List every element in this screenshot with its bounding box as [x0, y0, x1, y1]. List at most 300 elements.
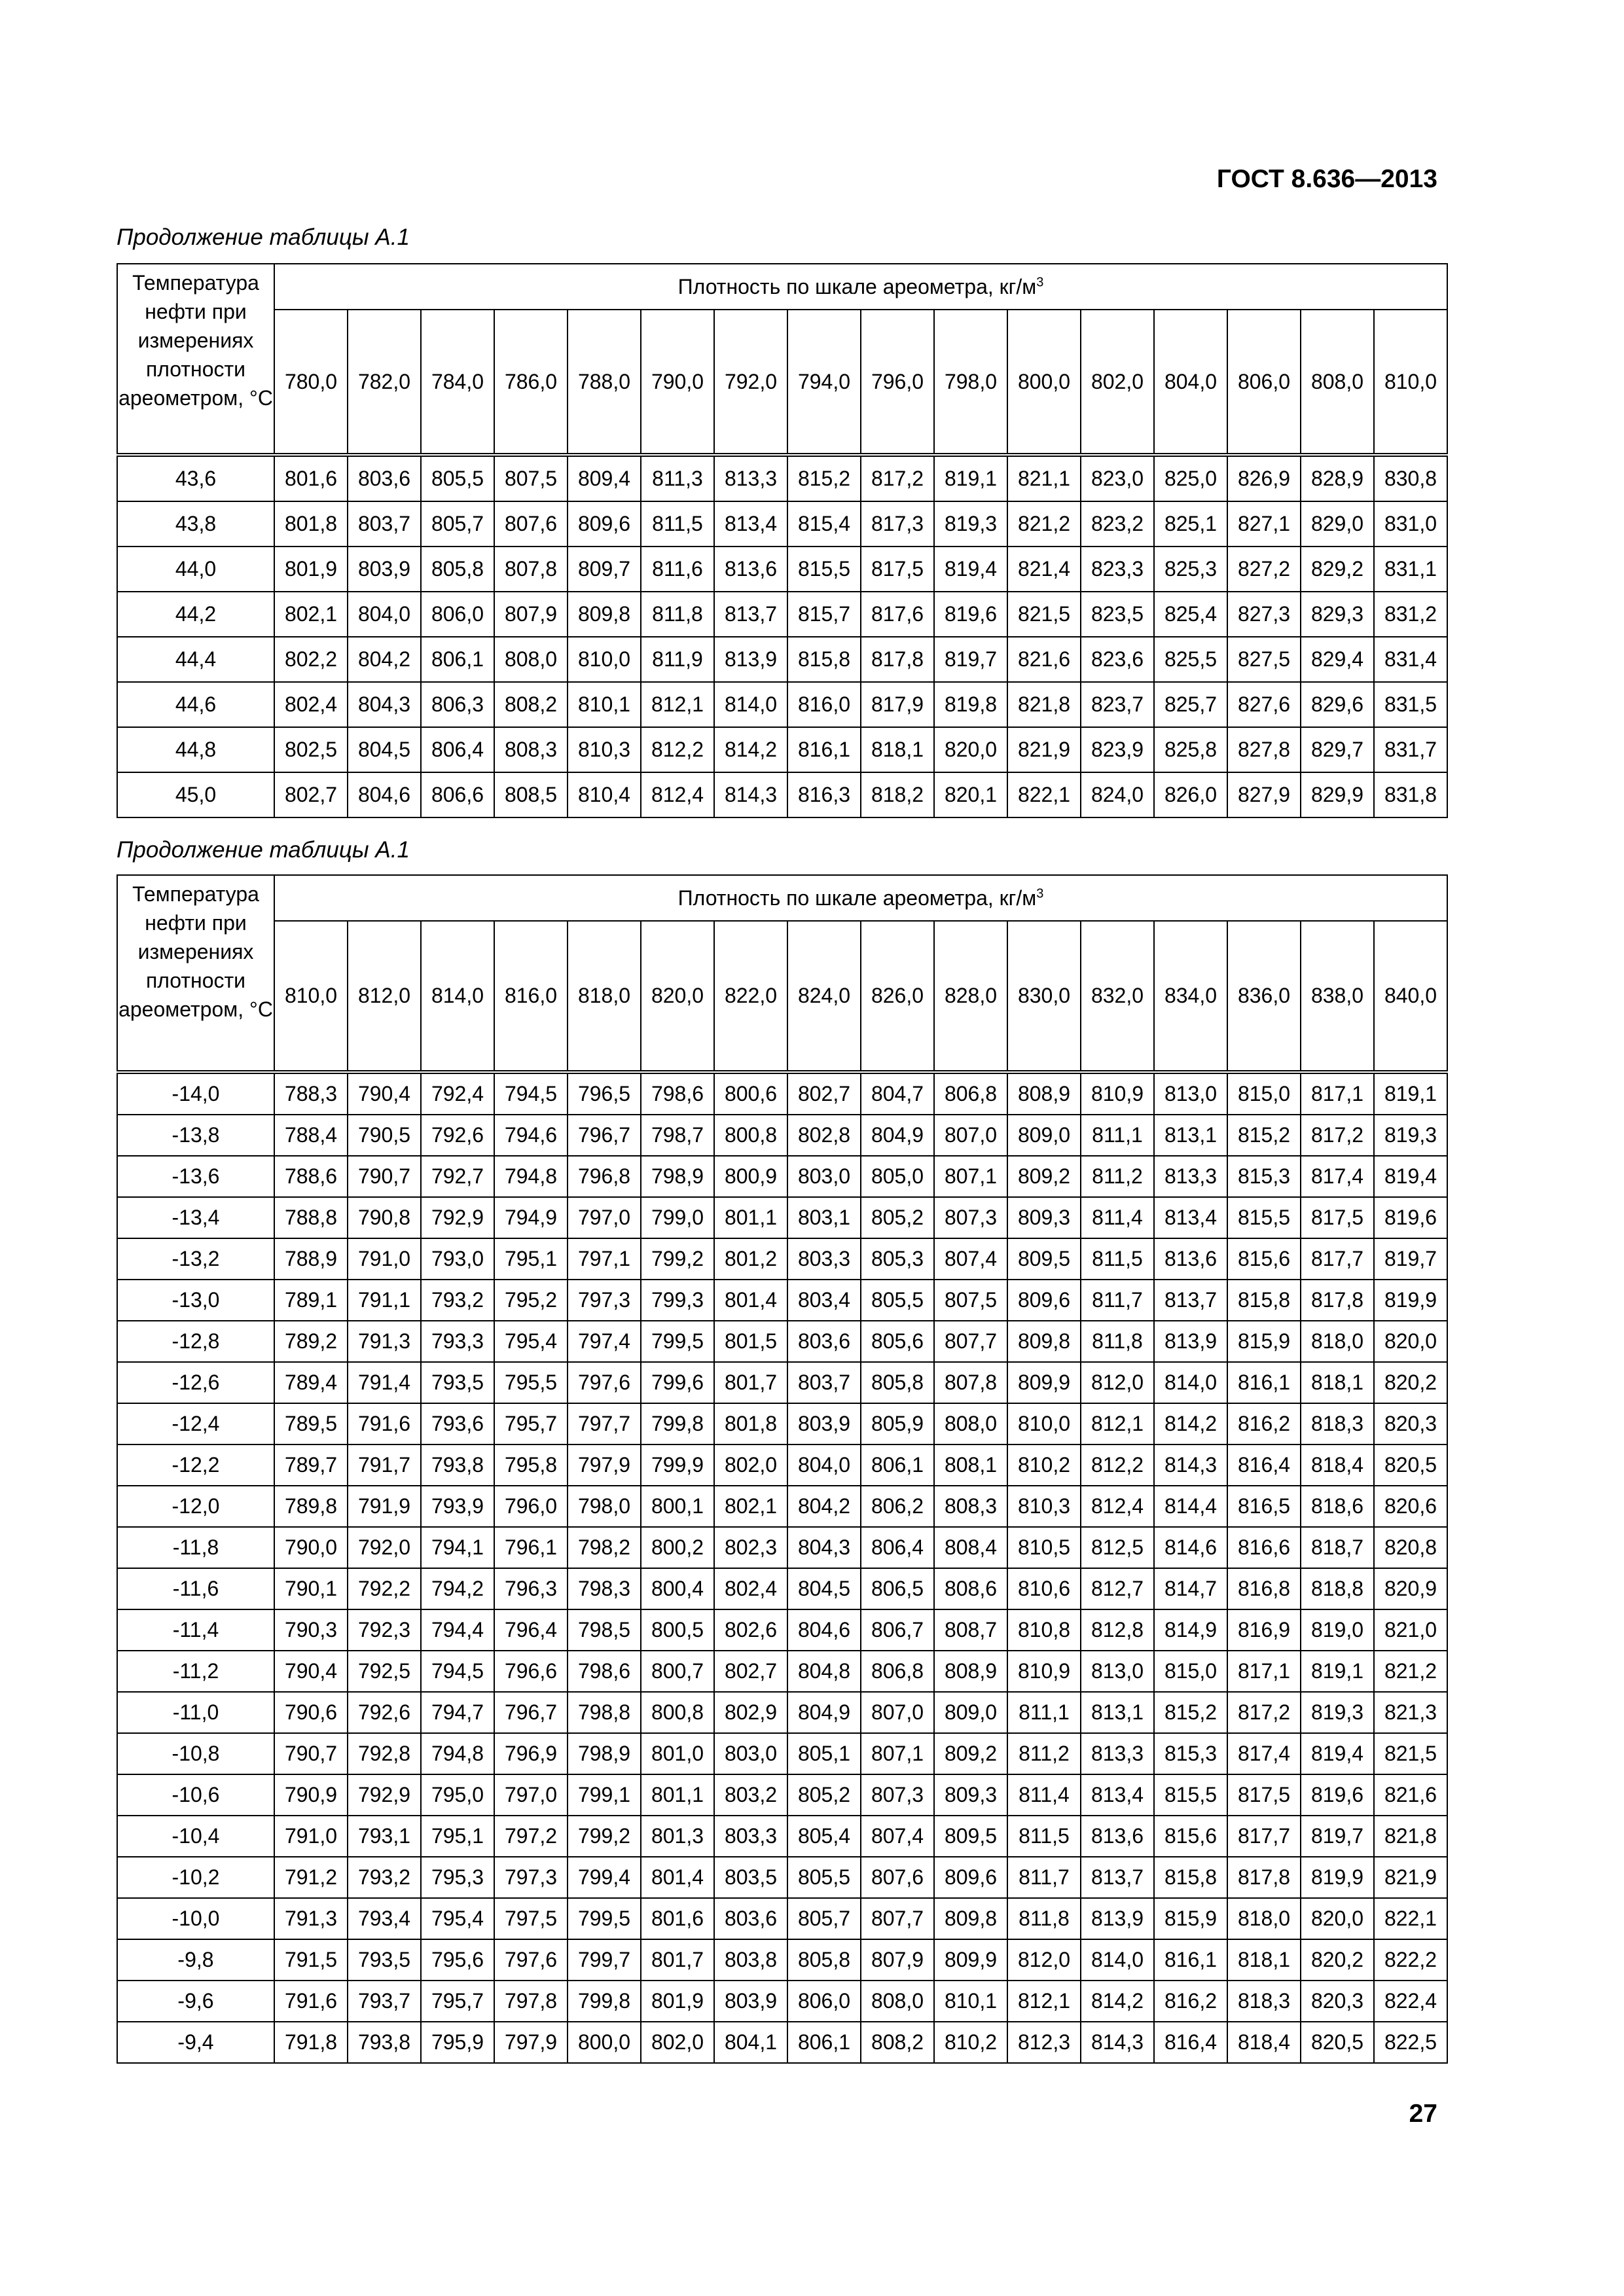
density-cell: 795,6 — [421, 1939, 494, 1981]
density-cell: 788,4 — [274, 1115, 348, 1156]
table-row — [117, 1857, 1447, 1898]
density-cell: 814,0 — [1154, 1362, 1227, 1403]
density-cell: 792,0 — [348, 1527, 421, 1568]
density-cell: 802,9 — [714, 1692, 787, 1733]
density-cell: 797,6 — [494, 1939, 568, 1981]
density-cell: 804,5 — [348, 727, 421, 772]
density-cell: 791,6 — [348, 1403, 421, 1444]
density-cell: 801,6 — [274, 455, 348, 501]
density-cell: 805,7 — [421, 501, 494, 547]
density-cell: 820,0 — [1374, 1321, 1447, 1362]
density-cell: 792,2 — [348, 1568, 421, 1609]
temperature-cell: -9,6 — [117, 1981, 274, 2022]
density-cell: 820,0 — [1301, 1898, 1374, 1939]
density-cell: 821,8 — [1007, 682, 1081, 727]
density-cell: 807,6 — [861, 1857, 934, 1898]
density-cell: 829,2 — [1301, 547, 1374, 592]
density-cell: 800,1 — [641, 1486, 714, 1527]
density-cell: 812,0 — [1007, 1939, 1081, 1981]
density-cell: 788,8 — [274, 1197, 348, 1238]
density-cell: 807,7 — [861, 1898, 934, 1939]
density-cell: 794,7 — [421, 1692, 494, 1733]
density-cell: 804,3 — [787, 1527, 861, 1568]
table-row — [117, 592, 1447, 637]
density-cell: 807,9 — [494, 592, 568, 637]
density-cell: 802,7 — [274, 772, 348, 817]
density-cell: 819,6 — [1374, 1197, 1447, 1238]
density-cell: 813,3 — [1154, 1156, 1227, 1197]
density-cell: 807,4 — [861, 1816, 934, 1857]
density-cell: 812,8 — [1081, 1609, 1154, 1651]
density-cell: 790,9 — [274, 1774, 348, 1816]
density-cell: 793,0 — [421, 1238, 494, 1280]
density-cell: 804,2 — [348, 637, 421, 682]
density-cell: 816,6 — [1227, 1527, 1301, 1568]
density-column-header: 786,0 — [494, 310, 568, 455]
density-cell: 818,8 — [1301, 1568, 1374, 1609]
density-cell: 807,3 — [861, 1774, 934, 1816]
density-cell: 811,4 — [1081, 1197, 1154, 1238]
density-cell: 791,6 — [274, 1981, 348, 2022]
density-cell: 819,3 — [934, 501, 1007, 547]
density-cell: 792,7 — [421, 1156, 494, 1197]
density-cell: 826,9 — [1227, 455, 1301, 501]
density-cell: 815,7 — [787, 592, 861, 637]
density-cell: 806,8 — [861, 1651, 934, 1692]
density-cell: 802,7 — [714, 1651, 787, 1692]
density-cell: 818,2 — [861, 772, 934, 817]
density-cell: 810,9 — [1081, 1072, 1154, 1115]
density-cell: 794,5 — [421, 1651, 494, 1692]
density-cell: 815,8 — [787, 637, 861, 682]
density-cell: 795,2 — [494, 1280, 568, 1321]
density-cell: 798,8 — [568, 1692, 641, 1733]
density-cell: 788,3 — [274, 1072, 348, 1115]
density-cell: 795,1 — [494, 1238, 568, 1280]
density-cell: 822,1 — [1007, 772, 1081, 817]
density-cell: 822,5 — [1374, 2022, 1447, 2063]
temperature-cell: -13,4 — [117, 1197, 274, 1238]
density-cell: 815,4 — [787, 501, 861, 547]
table-row — [117, 1527, 1447, 1568]
temperature-cell: -13,6 — [117, 1156, 274, 1197]
density-column-header: 826,0 — [861, 921, 934, 1072]
temperature-cell: -10,4 — [117, 1816, 274, 1857]
density-column-header: 838,0 — [1301, 921, 1374, 1072]
density-cell: 788,6 — [274, 1156, 348, 1197]
density-cell: 793,1 — [348, 1816, 421, 1857]
density-cell: 793,6 — [421, 1403, 494, 1444]
density-cell: 796,0 — [494, 1486, 568, 1527]
density-cell: 809,3 — [934, 1774, 1007, 1816]
density-cell: 807,5 — [934, 1280, 1007, 1321]
density-cell: 802,3 — [714, 1527, 787, 1568]
density-cell: 807,5 — [494, 455, 568, 501]
temperature-cell: 43,6 — [117, 455, 274, 501]
density-cell: 807,6 — [494, 501, 568, 547]
density-cell: 807,0 — [861, 1692, 934, 1733]
density-cell: 795,0 — [421, 1774, 494, 1816]
density-cell: 791,9 — [348, 1486, 421, 1527]
density-cell: 821,9 — [1374, 1857, 1447, 1898]
density-cell: 808,0 — [934, 1403, 1007, 1444]
density-cell: 811,5 — [1081, 1238, 1154, 1280]
density-cell: 812,1 — [641, 682, 714, 727]
density-cell: 820,5 — [1374, 1444, 1447, 1486]
density-cell: 819,3 — [1374, 1115, 1447, 1156]
table-row — [117, 1774, 1447, 1816]
density-cell: 820,3 — [1301, 1981, 1374, 2022]
density-cell: 805,6 — [861, 1321, 934, 1362]
table-row — [117, 1898, 1447, 1939]
density-cell: 823,7 — [1081, 682, 1154, 727]
table-row — [117, 772, 1447, 817]
density-cell: 803,6 — [787, 1321, 861, 1362]
density-cell: 806,6 — [421, 772, 494, 817]
density-cell: 802,1 — [274, 592, 348, 637]
density-cell: 825,1 — [1154, 501, 1227, 547]
density-cell: 818,0 — [1301, 1321, 1374, 1362]
density-column-header: 782,0 — [348, 310, 421, 455]
temperature-cell: -12,0 — [117, 1486, 274, 1527]
density-cell: 796,6 — [494, 1651, 568, 1692]
density-cell: 806,1 — [421, 637, 494, 682]
density-cell: 799,2 — [641, 1238, 714, 1280]
density-cell: 793,5 — [348, 1939, 421, 1981]
density-cell: 802,8 — [787, 1115, 861, 1156]
density-cell: 799,2 — [568, 1816, 641, 1857]
density-cell: 803,8 — [714, 1939, 787, 1981]
density-cell: 815,5 — [1227, 1197, 1301, 1238]
density-cell: 795,7 — [421, 1981, 494, 2022]
density-cell: 806,4 — [861, 1527, 934, 1568]
density-cell: 823,9 — [1081, 727, 1154, 772]
density-cell: 805,8 — [861, 1362, 934, 1403]
density-column-header: 806,0 — [1227, 310, 1301, 455]
density-cell: 816,4 — [1227, 1444, 1301, 1486]
density-cell: 791,5 — [274, 1939, 348, 1981]
density-column-header: 800,0 — [1007, 310, 1081, 455]
density-cell: 817,3 — [861, 501, 934, 547]
density-cell: 811,3 — [641, 455, 714, 501]
density-cell: 829,7 — [1301, 727, 1374, 772]
temperature-cell: -11,2 — [117, 1651, 274, 1692]
density-cell: 791,4 — [348, 1362, 421, 1403]
density-column-header: 790,0 — [641, 310, 714, 455]
density-cell: 806,8 — [934, 1072, 1007, 1115]
density-cell: 811,6 — [641, 547, 714, 592]
density-cell: 812,0 — [1081, 1362, 1154, 1403]
density-cell: 823,2 — [1081, 501, 1154, 547]
temperature-cell: 44,8 — [117, 727, 274, 772]
density-column-header: 784,0 — [421, 310, 494, 455]
density-cell: 792,3 — [348, 1609, 421, 1651]
density-cell: 814,4 — [1154, 1486, 1227, 1527]
density-cell: 815,2 — [787, 455, 861, 501]
table-row — [117, 1816, 1447, 1857]
density-cell: 829,6 — [1301, 682, 1374, 727]
density-cell: 828,9 — [1301, 455, 1374, 501]
density-cell: 802,4 — [714, 1568, 787, 1609]
density-cell: 803,9 — [714, 1981, 787, 2022]
density-cell: 821,6 — [1007, 637, 1081, 682]
density-cell: 805,7 — [787, 1898, 861, 1939]
density-cell: 816,4 — [1154, 2022, 1227, 2063]
density-cell: 817,8 — [1301, 1280, 1374, 1321]
density-cell: 815,9 — [1154, 1898, 1227, 1939]
temperature-column-header: Температура нефти при измерениях плотности ареометром, °С — [117, 264, 274, 455]
density-cell: 791,8 — [274, 2022, 348, 2063]
density-values-header-row — [117, 921, 1447, 1072]
density-cell: 795,4 — [494, 1321, 568, 1362]
density-cell: 810,9 — [1007, 1651, 1081, 1692]
density-cell: 796,4 — [494, 1609, 568, 1651]
density-cell: 831,5 — [1374, 682, 1447, 727]
density-column-header: 818,0 — [568, 921, 641, 1072]
density-cell: 804,0 — [348, 592, 421, 637]
density-cell: 807,7 — [934, 1321, 1007, 1362]
density-cell: 811,2 — [1007, 1733, 1081, 1774]
density-cell: 817,6 — [861, 592, 934, 637]
table-row — [117, 1197, 1447, 1238]
density-cell: 821,2 — [1374, 1651, 1447, 1692]
density-cell: 806,3 — [421, 682, 494, 727]
density-cell: 798,6 — [568, 1651, 641, 1692]
density-cell: 824,0 — [1081, 772, 1154, 817]
density-cell: 806,7 — [861, 1609, 934, 1651]
density-cell: 820,5 — [1301, 2022, 1374, 2063]
density-cell: 798,3 — [568, 1568, 641, 1609]
density-cell: 799,9 — [641, 1444, 714, 1486]
density-cell: 805,3 — [861, 1238, 934, 1280]
density-cell: 797,8 — [494, 1981, 568, 2022]
temperature-cell: -10,6 — [117, 1774, 274, 1816]
density-cell: 801,8 — [274, 501, 348, 547]
density-cell: 806,2 — [861, 1486, 934, 1527]
density-cell: 800,2 — [641, 1527, 714, 1568]
density-cell: 814,9 — [1154, 1609, 1227, 1651]
density-cell: 815,8 — [1227, 1280, 1301, 1321]
density-cell: 818,0 — [1227, 1898, 1301, 1939]
density-cell: 805,2 — [787, 1774, 861, 1816]
density-cell: 804,5 — [787, 1568, 861, 1609]
density-cell: 804,6 — [787, 1609, 861, 1651]
density-cell: 819,1 — [1301, 1651, 1374, 1692]
density-cell: 808,3 — [494, 727, 568, 772]
density-cell: 804,9 — [861, 1115, 934, 1156]
density-cell: 820,2 — [1301, 1939, 1374, 1981]
density-cell: 823,0 — [1081, 455, 1154, 501]
density-cell: 817,5 — [1301, 1197, 1374, 1238]
density-cell: 818,4 — [1301, 1444, 1374, 1486]
density-column-header: 812,0 — [348, 921, 421, 1072]
density-cell: 811,7 — [1007, 1857, 1081, 1898]
density-cell: 803,9 — [348, 547, 421, 592]
temperature-column-header: Температура нефти при измерениях плотности ареометром, °С — [117, 875, 274, 1072]
density-cell: 801,4 — [714, 1280, 787, 1321]
density-cell: 807,1 — [861, 1733, 934, 1774]
density-cell: 810,2 — [1007, 1444, 1081, 1486]
density-column-header: 780,0 — [274, 310, 348, 455]
temperature-cell: -9,4 — [117, 2022, 274, 2063]
density-cell: 806,4 — [421, 727, 494, 772]
density-cell: 821,8 — [1374, 1816, 1447, 1857]
table-row — [117, 1733, 1447, 1774]
density-cell: 789,7 — [274, 1444, 348, 1486]
table-1-caption: Продолжение таблицы А.1 — [117, 224, 410, 250]
density-cell: 795,3 — [421, 1857, 494, 1898]
temperature-cell: -13,0 — [117, 1280, 274, 1321]
density-cell: 816,2 — [1227, 1403, 1301, 1444]
density-cell: 815,6 — [1154, 1816, 1227, 1857]
density-cell: 810,3 — [1007, 1486, 1081, 1527]
density-cell: 819,7 — [1374, 1238, 1447, 1280]
density-cell: 815,2 — [1227, 1115, 1301, 1156]
temperature-cell: -12,8 — [117, 1321, 274, 1362]
density-cell: 797,1 — [568, 1238, 641, 1280]
density-cell: 808,0 — [494, 637, 568, 682]
density-cell: 816,3 — [787, 772, 861, 817]
density-cell: 789,2 — [274, 1321, 348, 1362]
density-cell: 817,7 — [1227, 1816, 1301, 1857]
density-cell: 816,1 — [1154, 1939, 1227, 1981]
density-cell: 811,1 — [1007, 1692, 1081, 1733]
density-cell: 799,8 — [641, 1403, 714, 1444]
density-cell: 810,6 — [1007, 1568, 1081, 1609]
table-row — [117, 501, 1447, 547]
density-cell: 805,9 — [861, 1403, 934, 1444]
density-column-header: 834,0 — [1154, 921, 1227, 1072]
density-cell: 797,9 — [494, 2022, 568, 2063]
density-cell: 790,1 — [274, 1568, 348, 1609]
density-cell: 819,9 — [1301, 1857, 1374, 1898]
density-cell: 815,8 — [1154, 1857, 1227, 1898]
density-cell: 814,3 — [1081, 2022, 1154, 2063]
density-cell: 805,8 — [421, 547, 494, 592]
table-row — [117, 1156, 1447, 1197]
density-cell: 807,1 — [934, 1156, 1007, 1197]
table-row — [117, 1444, 1447, 1486]
density-cell: 814,2 — [1081, 1981, 1154, 2022]
density-cell: 802,6 — [714, 1609, 787, 1651]
density-cell: 806,5 — [861, 1568, 934, 1609]
density-cell: 819,4 — [1301, 1733, 1374, 1774]
table-row — [117, 1651, 1447, 1692]
temperature-cell: -13,8 — [117, 1115, 274, 1156]
density-cell: 819,7 — [1301, 1816, 1374, 1857]
density-cell: 814,3 — [714, 772, 787, 817]
temperature-cell: 44,6 — [117, 682, 274, 727]
table-row — [117, 637, 1447, 682]
table-2-caption: Продолжение таблицы А.1 — [117, 837, 410, 863]
density-cell: 800,4 — [641, 1568, 714, 1609]
density-cell: 803,0 — [787, 1156, 861, 1197]
density-cell: 801,2 — [714, 1238, 787, 1280]
density-cell: 812,4 — [1081, 1486, 1154, 1527]
density-cell: 800,8 — [641, 1692, 714, 1733]
density-cell: 797,6 — [568, 1362, 641, 1403]
density-cell: 804,9 — [787, 1692, 861, 1733]
density-cell: 790,8 — [348, 1197, 421, 1238]
table-row — [117, 1072, 1447, 1115]
density-cell: 817,9 — [861, 682, 934, 727]
density-cell: 820,0 — [934, 727, 1007, 772]
density-cell: 811,9 — [641, 637, 714, 682]
density-column-header: 828,0 — [934, 921, 1007, 1072]
temperature-cell: -11,0 — [117, 1692, 274, 1733]
density-cell: 797,3 — [494, 1857, 568, 1898]
table-row — [117, 1568, 1447, 1609]
density-cell: 814,6 — [1154, 1527, 1227, 1568]
density-cell: 799,1 — [568, 1774, 641, 1816]
density-cell: 815,5 — [787, 547, 861, 592]
density-cell: 815,6 — [1227, 1238, 1301, 1280]
density-cell: 812,3 — [1007, 2022, 1081, 2063]
density-cell: 798,6 — [641, 1072, 714, 1115]
density-cell: 808,4 — [934, 1527, 1007, 1568]
density-cell: 821,6 — [1374, 1774, 1447, 1816]
density-cell: 825,5 — [1154, 637, 1227, 682]
density-column-header: 810,0 — [1374, 310, 1447, 455]
density-cell: 817,8 — [861, 637, 934, 682]
density-cell: 808,2 — [861, 2022, 934, 2063]
density-cell: 809,2 — [1007, 1156, 1081, 1197]
density-cell: 809,3 — [1007, 1197, 1081, 1238]
density-cell: 796,7 — [568, 1115, 641, 1156]
density-cell: 817,2 — [1301, 1115, 1374, 1156]
density-cell: 799,7 — [568, 1939, 641, 1981]
density-column-header: 808,0 — [1301, 310, 1374, 455]
temperature-cell: -10,8 — [117, 1733, 274, 1774]
table-row — [117, 1486, 1447, 1527]
density-cell: 808,7 — [934, 1609, 1007, 1651]
density-cell: 819,6 — [934, 592, 1007, 637]
density-cell: 811,8 — [1081, 1321, 1154, 1362]
density-cell: 806,1 — [787, 2022, 861, 2063]
density-cell: 806,0 — [787, 1981, 861, 2022]
density-cell: 809,6 — [1007, 1280, 1081, 1321]
density-cell: 798,7 — [641, 1115, 714, 1156]
density-cell: 807,8 — [494, 547, 568, 592]
density-cell: 801,7 — [714, 1362, 787, 1403]
density-cell: 820,2 — [1374, 1362, 1447, 1403]
temperature-cell: -12,6 — [117, 1362, 274, 1403]
density-cell: 816,9 — [1227, 1609, 1301, 1651]
density-column-header: 792,0 — [714, 310, 787, 455]
density-cell: 801,9 — [274, 547, 348, 592]
density-cell: 793,7 — [348, 1981, 421, 2022]
temperature-cell: -13,2 — [117, 1238, 274, 1280]
density-cell: 790,7 — [348, 1156, 421, 1197]
density-cell: 814,2 — [714, 727, 787, 772]
density-cell: 804,0 — [787, 1444, 861, 1486]
density-cell: 821,0 — [1374, 1609, 1447, 1651]
density-cell: 809,4 — [568, 455, 641, 501]
density-cell: 815,5 — [1154, 1774, 1227, 1816]
density-cell: 791,7 — [348, 1444, 421, 1486]
density-cell: 821,3 — [1374, 1692, 1447, 1733]
density-cell: 831,8 — [1374, 772, 1447, 817]
density-cell: 801,5 — [714, 1321, 787, 1362]
density-cell: 800,8 — [714, 1115, 787, 1156]
density-cell: 808,5 — [494, 772, 568, 817]
density-cell: 797,9 — [568, 1444, 641, 1486]
density-cell: 814,2 — [1154, 1403, 1227, 1444]
density-cell: 790,4 — [348, 1072, 421, 1115]
density-cell: 803,3 — [787, 1238, 861, 1280]
density-cell: 796,8 — [568, 1156, 641, 1197]
density-cell: 790,6 — [274, 1692, 348, 1733]
